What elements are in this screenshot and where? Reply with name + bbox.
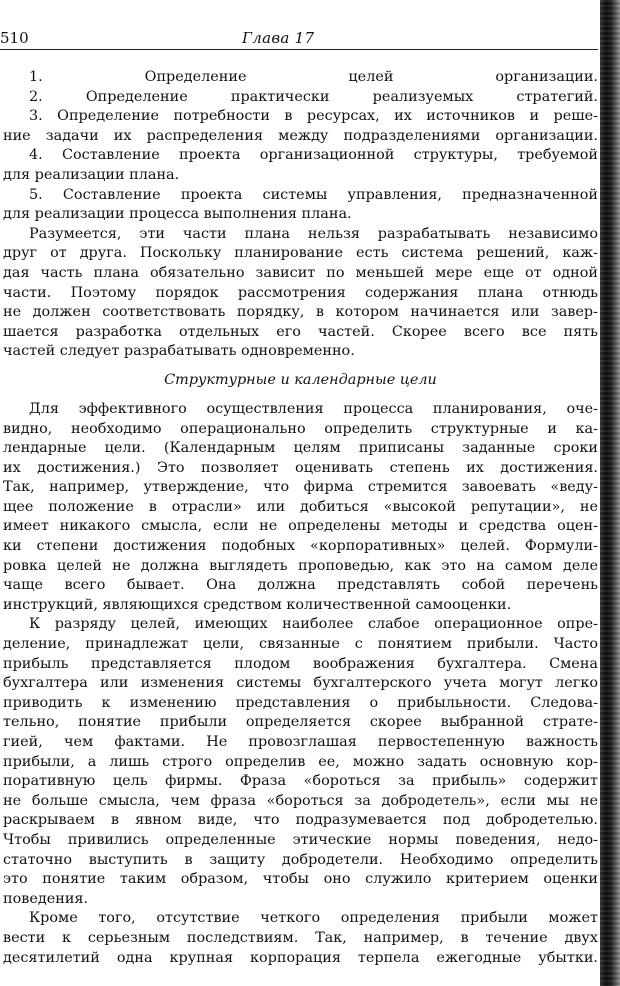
list-item-3-line-1: 3. Определение потребности в ресурсах, их источников и реше-: [29, 108, 598, 125]
paragraph-line: прибыли, а лишь строго определив ее, можно задать основную кор-: [3, 753, 598, 770]
paragraph-line: гией, чем фактами. Не провозглашая первостепенную важность: [3, 734, 598, 750]
paragraph-line: шается разработка отдельных его частей. Скорее всего все пять: [3, 323, 598, 340]
body-text: [3, 68, 598, 968]
list-item-3-line-2: ние задачи их распределения между подразделениями организации.: [3, 127, 598, 144]
list-item-4-line-2: для реализации плана.: [3, 166, 180, 183]
paragraph-line: прибыль представляется плодом воображения бухгалтера. Смена: [3, 655, 598, 672]
paragraph-line: друг от друга. Поскольку планирование есть система решений, каж-: [3, 245, 598, 262]
paragraph-line: К разряду целей, имеющих наиболее слабое операционное опре-: [29, 616, 598, 633]
paragraph-line: бухгалтера или изменения системы бухгалтерского учета могут легко: [3, 675, 598, 692]
paragraph-line: имеет никакого смысла, если не определены методы и средства оцен-: [3, 518, 598, 535]
paragraph-line: статочно выступить в защиту добродетели. Необходимо определить: [3, 851, 598, 868]
paragraph-line: не должен соответствовать порядку, в котором начинается или завер-: [3, 304, 598, 321]
paragraph-line: это понятие таким образом, чтобы оно служило критерием оценки: [3, 871, 598, 888]
paragraph-line: чаще всего бывает. Она должна представлять собой перечень: [3, 577, 598, 594]
paragraph-line: раскрываем в явном виде, что подразумевается под добродетелью.: [3, 812, 598, 829]
paragraph-line: Для эффективного осуществления процесса планирования, оче-: [29, 400, 598, 417]
paragraph-line: части. Поэтому порядок рассмотрения содержания плана отнюдь: [3, 284, 598, 301]
paragraph-line: их достижения.) Это позволяет оценивать степень их достижения.: [3, 459, 598, 476]
list-item-5-line-2: для реализации процесса выполнения плана.: [3, 206, 352, 223]
paragraph-line: поведения.: [3, 890, 89, 907]
paragraph-line: инструкций, являющихся средством количественной самооценки.: [3, 596, 512, 613]
paragraph-line: ки степени достижения подобных «корпоративных» целей. Формули-: [3, 538, 598, 555]
page-edge-shadow: [600, 0, 620, 986]
paragraph-line: поративную цель фирмы. Фраза «бороться за прибыль» содержит: [3, 773, 598, 790]
paragraph-line: Кроме того, отсутствие четкого определения прибыли может: [29, 910, 598, 927]
section-heading: Структурные и календарные цели: [164, 371, 437, 388]
paragraph-line: Так, например, утверждение, что фирма стремится завоевать «веду-: [3, 479, 598, 496]
paragraph-line: приводить к изменению представления о прибыльности. Следова-: [3, 694, 598, 711]
paragraph-line: частей следует разрабатывать одновременно.: [3, 343, 355, 360]
list-item-5-line-1: 5. Составление проекта системы управления, предназначенной: [29, 186, 598, 203]
list-item-1: 1. Определение целей организации.: [29, 69, 598, 85]
page-number: 510: [0, 29, 29, 47]
list-item-4-line-1: 4. Составление проекта организационной структуры, требуемой: [29, 147, 598, 164]
paragraph-line: щее положение в отрасли» или добиться «высокой репутации», не: [3, 498, 598, 515]
paragraph-line: видно, необходимо операционально определить структурные и ка-: [3, 420, 598, 437]
paragraph-line: ровка целей не должна выглядеть проповедью, как это на самом деле: [3, 557, 598, 574]
running-head: Глава 17: [242, 29, 315, 47]
list-item-2: 2. Определение практически реализуемых стратегий.: [29, 88, 598, 105]
paragraph-line: лендарные цели. (Календарным целям приписаны заданные сроки: [3, 440, 598, 457]
paragraph-line: деление, принадлежат цели, связанные с понятием прибыли. Часто: [3, 636, 598, 653]
paragraph-line: Чтобы привились определенные этические нормы поведения, недо-: [3, 831, 598, 848]
paragraph-line: Разумеется, эти части плана нельзя разрабатывать независимо: [29, 225, 598, 242]
paragraph-line: дая часть плана обязательно зависит по меньшей мере еще от одной: [3, 264, 598, 281]
paragraph-line: не больше смысла, чем фраза «бороться за добродетель», если мы не: [3, 792, 598, 809]
paragraph-line: десятилетий одна крупная корпорация терпела ежегодные убытки.: [3, 949, 598, 966]
paragraph-line: тельно, понятие прибыли определяется скорее выбранной страте-: [3, 714, 598, 731]
header-rule: [0, 49, 598, 50]
page-header: [0, 28, 598, 48]
paragraph-line: вести к серьезным последствиям. Так, например, в течение двух: [3, 929, 598, 946]
